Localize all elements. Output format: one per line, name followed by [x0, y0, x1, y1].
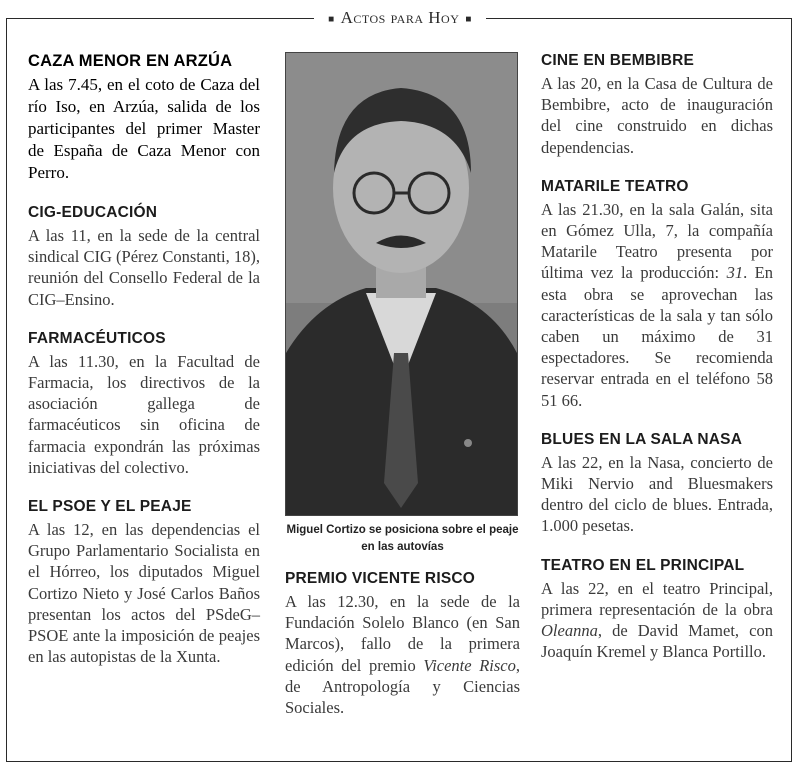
article-title: FARMACÉUTICOS — [28, 329, 166, 347]
article-premio-vicente-risco — [285, 570, 520, 718]
article-text-italic: Vicente Risco — [423, 655, 516, 675]
article-title: CIG-EDUCACIÓN — [28, 204, 158, 221]
article-psoe-peaje — [28, 498, 260, 667]
column-right — [541, 52, 773, 682]
article-text: A las 11.30, en la Facultad de Farmacia, los directivos de la asociación gallega de farmacéuticos sin oficina de farmacia expondrán las próximas iniciativas del colectivo. — [28, 351, 260, 477]
article-text: A las 11, en la sede de la central sindical CIG (Pérez Constanti, 18), reunión del Consello Federal de la CIG–Ensino. — [28, 226, 260, 309]
article-text-part: , de David Mamet, con Joaquín Kremel y Blanca Portillo. — [541, 621, 773, 662]
article-farmaceuticos — [28, 330, 260, 478]
article-cig-educacion — [28, 204, 260, 310]
article-caza-menor — [28, 52, 260, 184]
article-text-part: A las 21.30, en la sala Galán, sita en Gómez Ulla, 7, la compañía Matarile Teatro presenta por última vez la producción: — [541, 199, 773, 283]
article-text: A las 12, en las dependencias el Grupo Parlamentario Socialista en el Hórreo, los diputados Miguel Cortizo Nieto y José Carlos Baños presentan los actos del PSdeG–PSOE ante la imposición de peajes en las autopistas de la Xunta. — [28, 520, 260, 667]
photo-caption: Miguel Cortizo se posiciona sobre el peaje en las autovías — [286, 524, 519, 553]
article-text-part: , de Antropología y Ciencias Sociales. — [285, 655, 520, 718]
portrait-photo — [285, 52, 518, 516]
section-header — [0, 6, 800, 30]
square-bullet-icon: ■ — [465, 13, 472, 25]
article-title: TEATRO EN EL PRINCIPAL — [541, 556, 745, 574]
article-matarile-teatro — [541, 178, 773, 411]
section-title-text: Actos para Hoy — [340, 8, 460, 27]
article-title: MATARILE TEATRO — [541, 177, 689, 195]
article-text-part: . En esta obra se aprovechan las características de la sala y tan sólo caben un máximo de 31 espectadores. Se recomienda reservar entrada en el teléfono 58 51 66. — [541, 263, 773, 410]
article-text-part: A las 12.30, en la sede de la Fundación Solelo Blanco (en San Marcos), fallo de la primera edición del premio — [285, 592, 520, 675]
article-blues-sala-nasa — [541, 431, 773, 537]
section-title — [314, 8, 486, 28]
article-text: A las 7.45, en el coto de Caza del río Iso, en Arzúa, salida de los participantes del primer Master de España de Caza Menor con Perro. — [28, 75, 260, 182]
article-text-italic: Oleanna — [541, 621, 598, 641]
portrait-illustration — [286, 53, 517, 515]
column-left — [28, 52, 260, 687]
article-text — [541, 578, 773, 663]
article-teatro-principal — [541, 557, 773, 663]
article-text — [541, 199, 773, 411]
article-title: EL PSOE Y EL PEAJE — [28, 498, 192, 516]
article-cine-bembibre — [541, 52, 773, 158]
article-title: BLUES EN LA SALA NASA — [541, 430, 743, 448]
article-title: PREMIO VICENTE RISCO — [285, 570, 476, 587]
article-title: CAZA MENOR EN ARZÚA — [28, 52, 233, 70]
article-title: CINE EN BEMBIBRE — [541, 52, 695, 69]
column-middle — [285, 52, 520, 738]
square-bullet-icon: ■ — [328, 13, 335, 25]
article-text — [285, 591, 520, 718]
article-text: A las 20, en la Casa de Cultura de Bembibre, acto de inauguración del cine construido en dichas dependencias. — [541, 74, 773, 157]
article-text-italic: 31 — [726, 263, 744, 283]
article-text: A las 22, en la Nasa, concierto de Miki Nervio and Bluesmakers dentro del ciclo de blues. Entrada, 1.000 pesetas. — [541, 452, 773, 536]
article-text-part: A las 22, en el teatro Principal, primera representación de la obra — [541, 578, 773, 619]
